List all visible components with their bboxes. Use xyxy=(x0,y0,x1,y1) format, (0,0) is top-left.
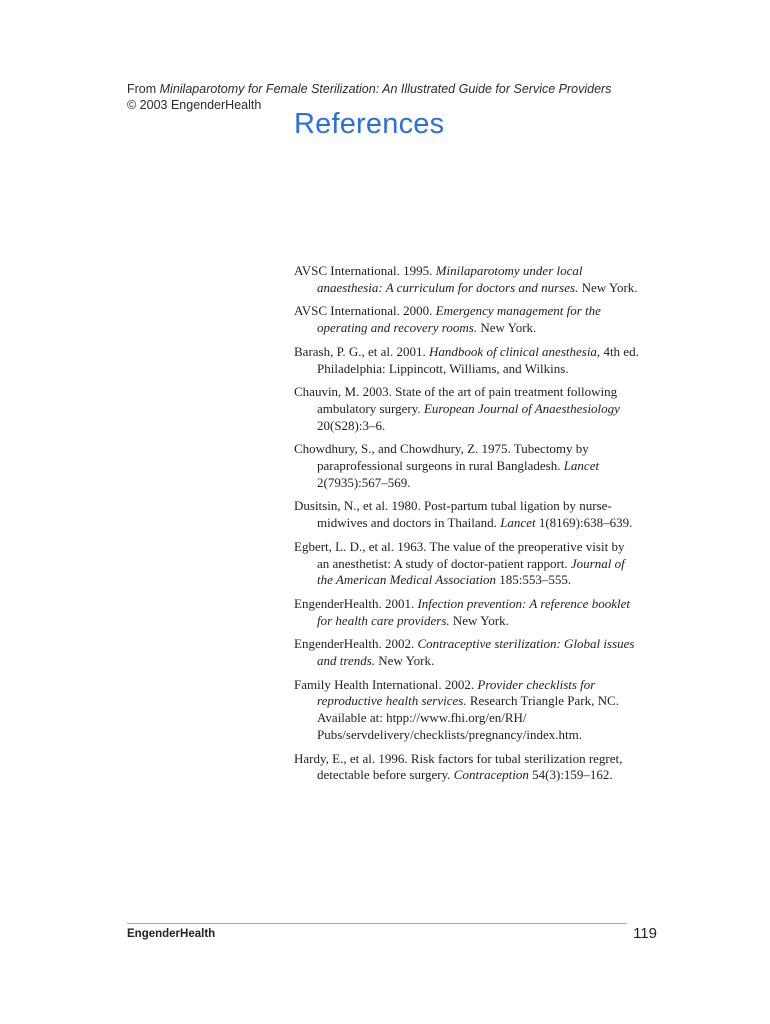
reference-authors: Chowdhury, S., and Chowdhury, Z. 1975. Tubectomy by paraprofessional surgeons in rural Bangladesh. xyxy=(294,441,589,474)
reference-item xyxy=(294,677,639,744)
reference-item xyxy=(294,303,639,336)
reference-details: 185:553–555. xyxy=(495,572,572,588)
footer-brand: EngenderHealth xyxy=(127,928,216,940)
reference-title: Provider checklists for reproductive health services. xyxy=(317,676,596,709)
reference-title: Contraception xyxy=(453,767,529,783)
reference-details: 54(3):159–162. xyxy=(528,767,613,783)
reference-title: Contraceptive sterilization: Global issues and trends. xyxy=(317,636,635,669)
reference-title: Infection prevention: A reference booklet for health care providers. xyxy=(317,595,630,628)
reference-authors: Barash, P. G., et al. 2001. xyxy=(294,343,430,359)
reference-details: New York. xyxy=(449,612,509,628)
reference-authors: AVSC International. 2000. xyxy=(294,303,436,319)
reference-list xyxy=(294,263,639,791)
reference-title: Emergency management for the operating and recovery rooms. xyxy=(317,303,601,336)
source-line xyxy=(127,81,647,97)
page-title: References xyxy=(294,108,445,140)
book-title: Minilaparotomy for Female Sterilization: An Illustrated Guide for Service Providers xyxy=(159,82,612,96)
source-prefix: From xyxy=(127,82,160,96)
reference-item xyxy=(294,636,639,669)
reference-details: 1(8169):638–639. xyxy=(535,515,633,531)
reference-item xyxy=(294,263,639,296)
reference-item xyxy=(294,751,639,784)
reference-title: Minilaparotomy under local anaesthesia: A curriculum for doctors and nurses. xyxy=(317,263,583,295)
reference-details: 4th ed. Philadelphia: Lippincott, Williams, and Wilkins. xyxy=(317,343,639,376)
reference-title: Lancet xyxy=(500,515,536,531)
reference-item xyxy=(294,498,639,531)
reference-details: New York. xyxy=(477,320,537,336)
reference-authors: EngenderHealth. 2001. xyxy=(294,595,418,611)
reference-authors: Egbert, L. D., et al. 1963. The value of the preoperative visit by an anesthetist: A study of doctor-patient rapport. xyxy=(294,538,625,571)
reference-details: 20(S28):3–6. xyxy=(317,417,386,433)
reference-details: New York. xyxy=(578,279,638,295)
page-number: 119 xyxy=(633,925,657,942)
copyright: © 2003 EngenderHealth xyxy=(127,98,262,112)
footer-rule xyxy=(127,923,627,924)
reference-authors: EngenderHealth. 2002. xyxy=(294,636,418,652)
reference-authors: Chauvin, M. 2003. State of the art of pain treatment following ambulatory surgery. xyxy=(294,384,618,416)
reference-title: Lancet xyxy=(563,458,600,474)
reference-title: European Journal of Anaesthesiology xyxy=(423,400,620,416)
reference-details: 2(7935):567–569. xyxy=(317,474,411,490)
reference-details: Research Triangle Park, NC. Available at: htpp://www.fhi.org/en/RH/ Pubs/servdelivery/checklists/pregnancy/index.htm. xyxy=(317,693,619,742)
reference-title: Journal of the American Medical Association xyxy=(317,555,625,588)
reference-authors: Hardy, E., et al. 1996. Risk factors for tubal sterilization regret, detectable before surgery. xyxy=(294,750,623,783)
reference-item xyxy=(294,384,639,434)
reference-authors: Family Health International. 2002. xyxy=(294,676,478,692)
reference-item xyxy=(294,344,639,377)
reference-details: New York. xyxy=(375,653,435,669)
reference-title: Handbook of clinical anesthesia, xyxy=(429,343,601,359)
reference-authors: AVSC International. 1995. xyxy=(294,263,436,278)
reference-authors: Dusitsin, N., et al. 1980. Post-partum tubal ligation by nurse-midwives and doctors in Thailand. xyxy=(294,498,612,531)
reference-item xyxy=(294,596,639,629)
reference-item xyxy=(294,539,639,589)
reference-item xyxy=(294,441,639,491)
